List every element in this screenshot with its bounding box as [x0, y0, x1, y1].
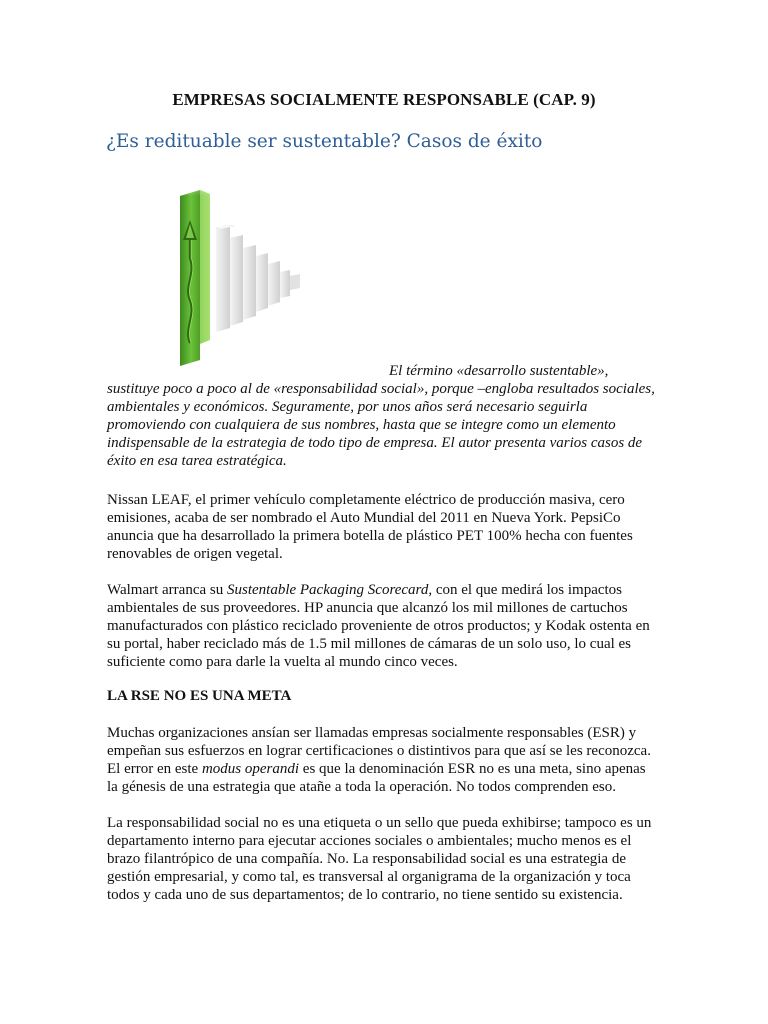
- paragraph-line: todos y cada uno de sus departamentos; de lo contrario, no tiene sentido su existencia.: [107, 887, 623, 903]
- intro-line: éxito en esa tarea estratégica.: [107, 453, 287, 469]
- paragraph-rse-meta: [107, 724, 662, 796]
- document-subtitle: ¿Es redituable ser sustentable? Casos de éxito: [106, 131, 543, 152]
- green-bar: [180, 190, 210, 366]
- paragraph-text: con el que medirá los impactos: [432, 582, 623, 598]
- paragraph-line: Nissan LEAF, el primer vehículo completamente eléctrico de producción masiva, cero: [107, 492, 625, 508]
- paragraph-text: El error en este: [107, 761, 202, 777]
- paragraph-line: anuncia que ha desarrollado la primera botella de plástico PET 100% hecha con fuentes: [107, 528, 633, 544]
- intro-line: promoviendo con cualquiera de sus nombres, hasta que se integre como un elemento: [107, 417, 616, 433]
- paragraph-line: [107, 581, 662, 599]
- paragraph-line: gestión empresarial, y como tal, es transversal al organigrama de la organización y toca: [107, 869, 631, 885]
- paragraph-line: renovables de origen vegetal.: [107, 546, 283, 562]
- paragraph-walmart: [107, 581, 662, 671]
- paragraph-nissan: [107, 491, 662, 563]
- modus-operandi-term: modus operandi: [201, 761, 300, 777]
- intro-line: El término «desarrollo sustentable»,: [389, 363, 609, 379]
- paragraph-line: Muchas organizaciones ansían ser llamadas empresas socialmente responsables (ESR) y: [107, 725, 637, 741]
- paragraph-line: la génesis de una estrategia que atañe a toda la operación. No todos comprenden eso.: [107, 779, 616, 795]
- growth-bar-chart-arrow-icon: [104, 168, 334, 368]
- white-bars: [216, 225, 300, 332]
- paragraph-responsabilidad-social: [107, 814, 662, 904]
- paragraph-line: ambientales de sus proveedores. HP anuncia que alcanzó los mil millones de cartuchos: [107, 600, 628, 616]
- paragraph-line: manufacturados con plástico reciclado proveniente de otros productos; y Kodak ostenta en: [107, 618, 650, 634]
- paragraph-line: departamento interno para ejecutar acciones sociales o ambientales; mucho menos es el: [107, 833, 632, 849]
- intro-paragraph: [107, 362, 662, 470]
- section-heading: LA RSE NO ES UNA META: [107, 688, 292, 704]
- paragraph-line: emisiones, acaba de ser nombrado el Auto Mundial del 2011 en Nueva York. PepsiCo: [107, 510, 621, 526]
- paragraph-text: Walmart arranca su: [107, 582, 227, 598]
- paragraph-line: empeñan sus esfuerzos en lograr certificaciones o distintivos para que así se les reconozca.: [107, 743, 651, 759]
- paragraph-line: La responsabilidad social no es una etiqueta o un sello que pueda exhibirse; tampoco es un: [107, 815, 652, 831]
- paragraph-line: su portal, haber reciclado más de 1.5 mil millones de cámaras de un solo uso, lo cual es: [107, 636, 632, 652]
- paragraph-line: suficiente como para darle la vuelta al mundo cinco veces.: [107, 654, 458, 670]
- intro-line: indispensable de la estrategia de todo tipo de empresa. El autor presenta varios casos de: [107, 435, 643, 451]
- scorecard-name: Sustentable Packaging Scorecard,: [226, 582, 433, 598]
- intro-line: sustituye poco a poco al de «responsabilidad social», porque –engloba resultados sociales,: [107, 381, 655, 397]
- paragraph-line: brazo filantrópico de una compañía. No. La responsabilidad social es una estrategia de: [107, 851, 626, 867]
- paragraph-line: [107, 760, 662, 778]
- paragraph-text: es que la denominación ESR no es una meta, sino apenas: [299, 761, 646, 777]
- intro-line: ambientales y económicos. Seguramente, por unos años será necesario seguirla: [107, 399, 588, 415]
- document-title: EMPRESAS SOCIALMENTE RESPONSABLE (CAP. 9): [172, 90, 596, 109]
